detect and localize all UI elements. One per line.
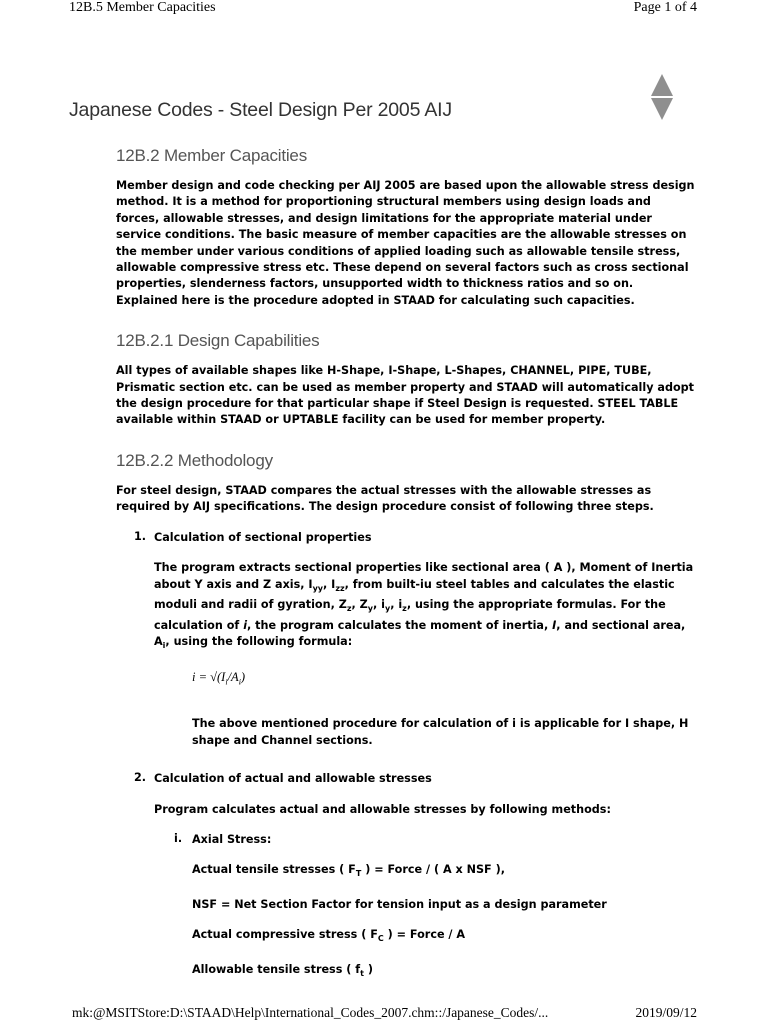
paragraph-methodology-intro: For steel design, STAAD compares the actual stresses with the allowable stresses as required by AIJ specifications. The design procedure consist of following three steps. — [116, 483, 654, 514]
list-item-step-1 — [116, 530, 696, 749]
actual-compressive-stress-line: Actual compressive stress ( $F_C$ ) = Force / A — [192, 928, 466, 944]
step-title: Calculation of actual and allowable stresses — [154, 772, 432, 786]
paragraph-formula-note: The above mentioned procedure for calculation of i is applicable for I shape, H shape and Channel sections. — [192, 717, 689, 747]
sub-item-title: Axial Stress: — [192, 832, 272, 846]
paragraph-stresses-intro: Program calculates actual and allowable stresses by following methods: — [154, 802, 611, 816]
paragraph-design-capabilities: All types of available shapes like H-Shape, I-Shape, L-Shapes, CHANNEL, PIPE, TUBE, Prismatic section etc. can be used as member property and STAAD will automatically adopt the design procedure for that particular shape if Steel Design is requested. STEEL TABLE available within STAAD or UPTABLE facility can be used for member property. — [116, 364, 695, 427]
allowable-tensile-stress-line: Allowable tensile stress ( $f_t$ ) — [192, 963, 373, 979]
print-date: 2019/09/12 — [635, 1005, 697, 1020]
triangle-up-icon[interactable] — [651, 74, 673, 96]
page-number: Page 1 of 4 — [633, 0, 697, 15]
list-item-step-2 — [116, 771, 696, 983]
paragraph-member-capacities: Member design and code checking per AIJ 2005 are based upon the allowable stress design method. It is a method for proportioning structural members using design loads and forces, allowable stresses, and design limitations for the appropriate material under service conditions. The basic measure of member capacities are the allowable stresses on the member under various conditions of applied loading such as allowable tensile stress, allowable compressive stress etc. These depend on several factors such as cross sectional properties, slenderness factors, unsupported width to thickness ratios and so on. Explained here is the procedure adopted in STAAD for calculating such capacities. — [116, 179, 695, 307]
sub-item-number: i. — [174, 831, 183, 845]
section-heading-member-capacities: 12B.2 Member Capacities — [116, 146, 307, 165]
section-heading-methodology: 12B.2.2 Methodology — [116, 450, 273, 470]
radius-of-gyration-formula: $i = √(I_i/A_i)$ — [192, 669, 246, 687]
navigation-arrows — [648, 74, 676, 122]
step-number: 1. — [134, 529, 147, 543]
step-title: Calculation of sectional properties — [154, 530, 372, 544]
triangle-down-icon[interactable] — [651, 98, 673, 120]
section-heading-design-capabilities: 12B.2.1 Design Capabilities — [116, 331, 320, 351]
source-path: mk:@MSITStore:D:\STAAD\Help\International_Codes_2007.chm::/Japanese_Codes/... — [72, 1005, 549, 1020]
actual-tensile-stress-line: Actual tensile stresses ( $F_T$ ) = Force / ( A x NSF ), — [192, 863, 505, 879]
step-number: 2. — [134, 771, 147, 785]
steps-list — [116, 530, 696, 983]
page-header-title: 12B.5 Member Capacities — [69, 0, 216, 15]
nsf-definition-line: NSF = Net Section Factor for tension input as a design parameter — [192, 898, 607, 911]
document-content — [116, 146, 696, 997]
sub-item-axial-stress — [154, 832, 696, 983]
page-title: Japanese Codes - Steel Design Per 2005 AIJ — [69, 99, 452, 121]
paragraph-sectional-properties: The program extracts sectional properties like sectional area ( A ), Moment of Inertia about Y axis and Z axis, $I_{yy}$, $I_{zz}$, from built-iu steel tables and calculates the elastic moduli and radii of gyration, $Z_z$, $Z_y$, $i_y$, $i_z$, using the appropriate formulas. For the calculation of i, the program calculates the moment of inertia, I, and sectional area, $A_i$, using the following formula: — [154, 561, 694, 651]
